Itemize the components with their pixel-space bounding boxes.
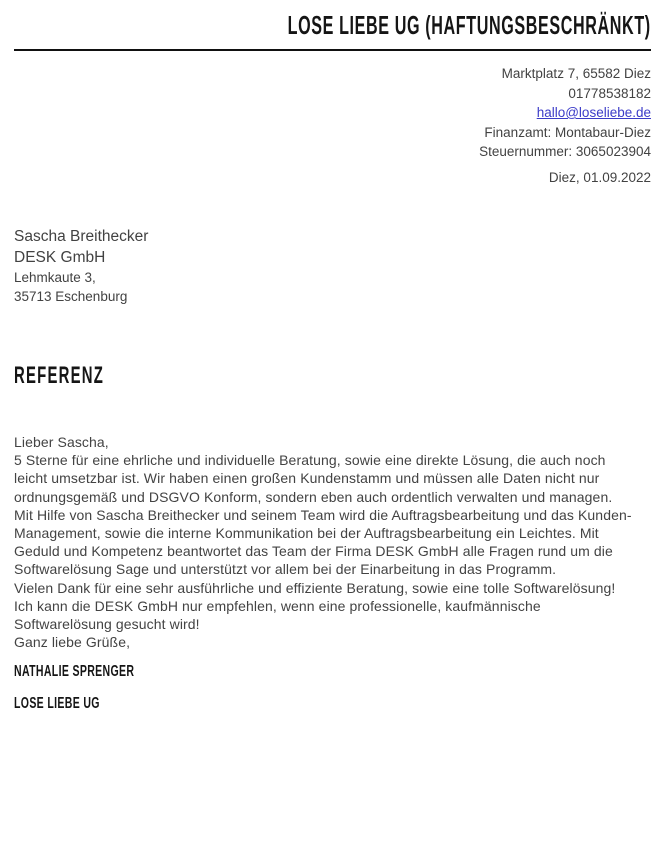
sender-email-row: [14, 103, 651, 123]
subject-row: [14, 364, 651, 391]
recipient-name: Sascha Breithecker: [14, 228, 149, 245]
sender-info-block: [14, 64, 651, 187]
letterhead: [14, 12, 651, 43]
company-title: LOSE LIEBE UG (HAFTUNGSBESCHRÄNKT): [287, 10, 651, 40]
signature-company-row: [14, 696, 651, 712]
subject-heading: REFERENZ: [14, 362, 105, 389]
header-divider: [14, 49, 651, 51]
paragraph-1a: 5 Sterne für eine ehrliche und individuelle Beratung, sowie eine direkte Lösung, die auch noch leicht umsetzbar ist. Wir haben einen großen Kundenstamm und müssen alle Daten nicht nur ordnungsgemäß und DSGVO Konform, sondern eben auch ordentlich verwalten und managen.: [14, 452, 613, 505]
recipient-company: DESK GmbH: [14, 248, 106, 266]
email-link[interactable]: hallo@loseliebe.de: [536, 105, 651, 120]
closing: Ganz liebe Grüße,: [14, 634, 131, 651]
paragraph-3: Ich kann die DESK GmbH nur empfehlen, wenn eine professionelle, kaufmännische Softwarelösung gesucht wird!: [14, 597, 541, 633]
signature-name: NATHALIE SPRENGER: [14, 663, 135, 681]
sender-address: Marktplatz 7, 65582 Diez: [501, 66, 651, 81]
paragraph-2: Vielen Dank für eine sehr ausführliche und effiziente Beratung, sowie eine tolle Softwarelösung!: [14, 579, 616, 596]
signature-company: LOSE LIEBE UG: [14, 695, 100, 713]
recipient-block: [14, 227, 651, 306]
sender-tax-number: Steuernummer: 3065023904: [479, 144, 651, 159]
recipient-city: 35713 Eschenburg: [14, 289, 128, 304]
sender-tax-office: Finanzamt: Montabaur-Diez: [484, 124, 651, 140]
letter-body: [14, 433, 639, 651]
recipient-street: Lehmkaute 3,: [14, 270, 96, 285]
place-date: Diez, 01.09.2022: [548, 169, 651, 185]
salutation: Lieber Sascha,: [14, 434, 109, 450]
paragraph-1b: Mit Hilfe von Sascha Breithecker und seinem Team wird die Auftragsbearbeitung und das Kunden-Management, sowie die interne Kommunikation bei der Auftragsbearbeitung ein Leichtes. Mit Geduld und Kompetenz beantwortet das Team der Firma DESK GmbH alle Fragen rund um die Softwarelösung Sage und unterstützt vor allem bei der Einarbeitung in das Programm.: [14, 506, 632, 578]
sender-phone: 01778538182: [568, 85, 651, 101]
signature-name-row: [14, 664, 651, 680]
